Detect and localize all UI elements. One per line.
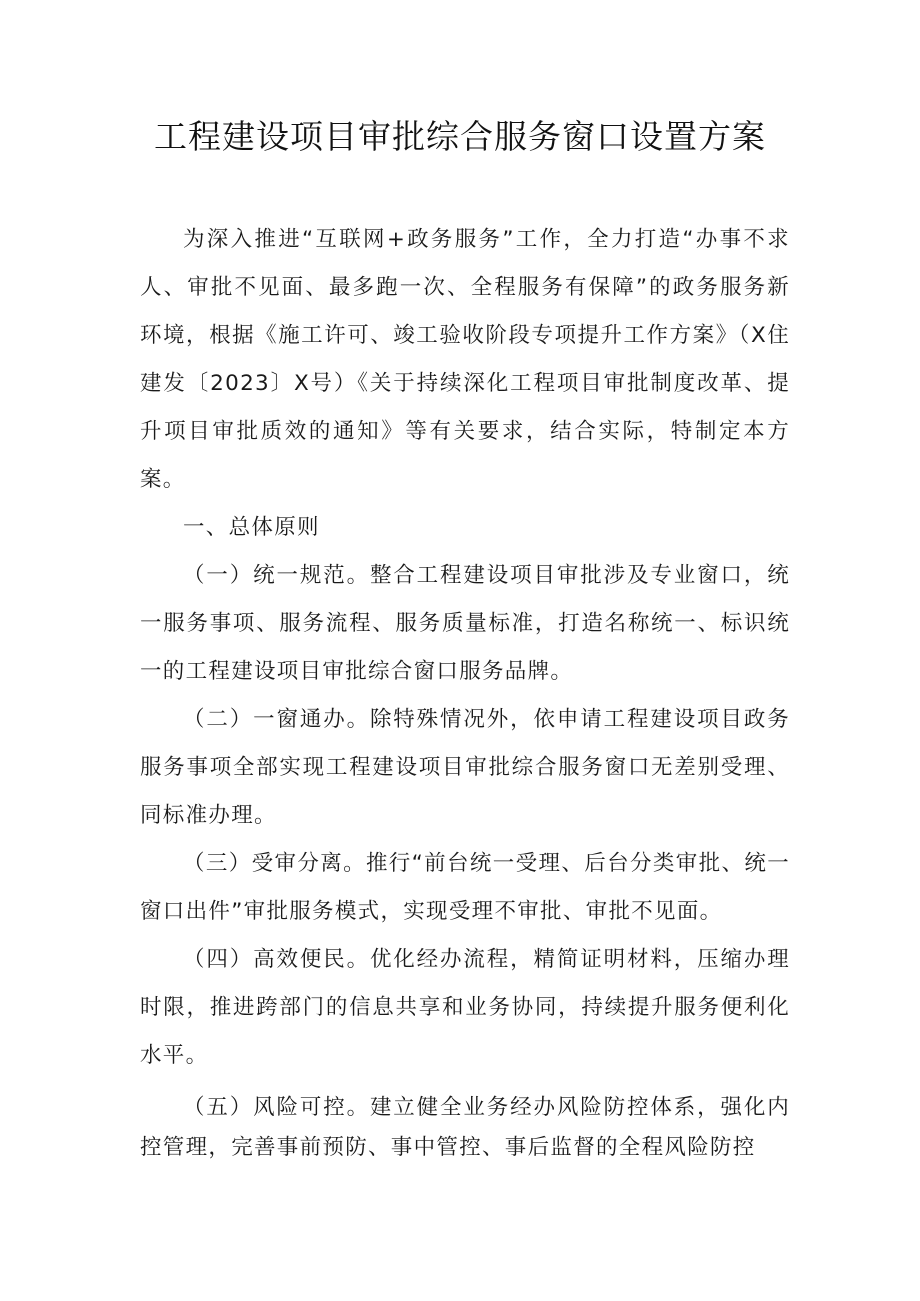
principle-paragraph-4: （四）高效便民。优化经办流程，精简证明材料，压缩办理时限，推进跨部门的信息共享和业务协同，持续提升服务便利化水平。 [140,947,790,1068]
principle-paragraph-1: （一）统一规范。整合工程建设项目审批涉及专业窗口，统一服务事项、服务流程、服务质量标准，打造名称统一、标识统一的工程建设项目审批综合窗口服务品牌。 [140,563,790,684]
principle-paragraph-3: （三）受审分离。推行“前台统一受理、后台分类审批、统一窗口出件”审批服务模式，实现受理不审批、审批不见面。 [140,851,790,924]
intro-paragraph: 为深入推进“互联网+政务服务”工作，全力打造“办事不求人、审批不见面、最多跑一次、全程服务有保障”的政务服务新环境，根据《施工许可、竣工验收阶段专项提升工作方案》（X住建发〔2023〕X号）《关于持续深化工程项目审批制度改革、提升项目审批质效的通知》等有关要求，结合实际，特制定本方案。 [140,227,790,492]
section-heading-general-principles: 一、总体原则 [183,515,320,540]
document-title: 工程建设项目审批综合服务窗口设置方案 [154,117,766,156]
document-body [140,216,790,1168]
principle-paragraph-2: （二）一窗通办。除特殊情况外，依申请工程建设项目政务服务事项全部实现工程建设项目审批综合服务窗口无差别受理、同标准办理。 [140,707,790,828]
principle-paragraph-5: （五）风险可控。建立健全业务经办风险防控体系，强化内控管理，完善事前预防、事中管控、事后监督的全程风险防控 [140,1095,790,1160]
